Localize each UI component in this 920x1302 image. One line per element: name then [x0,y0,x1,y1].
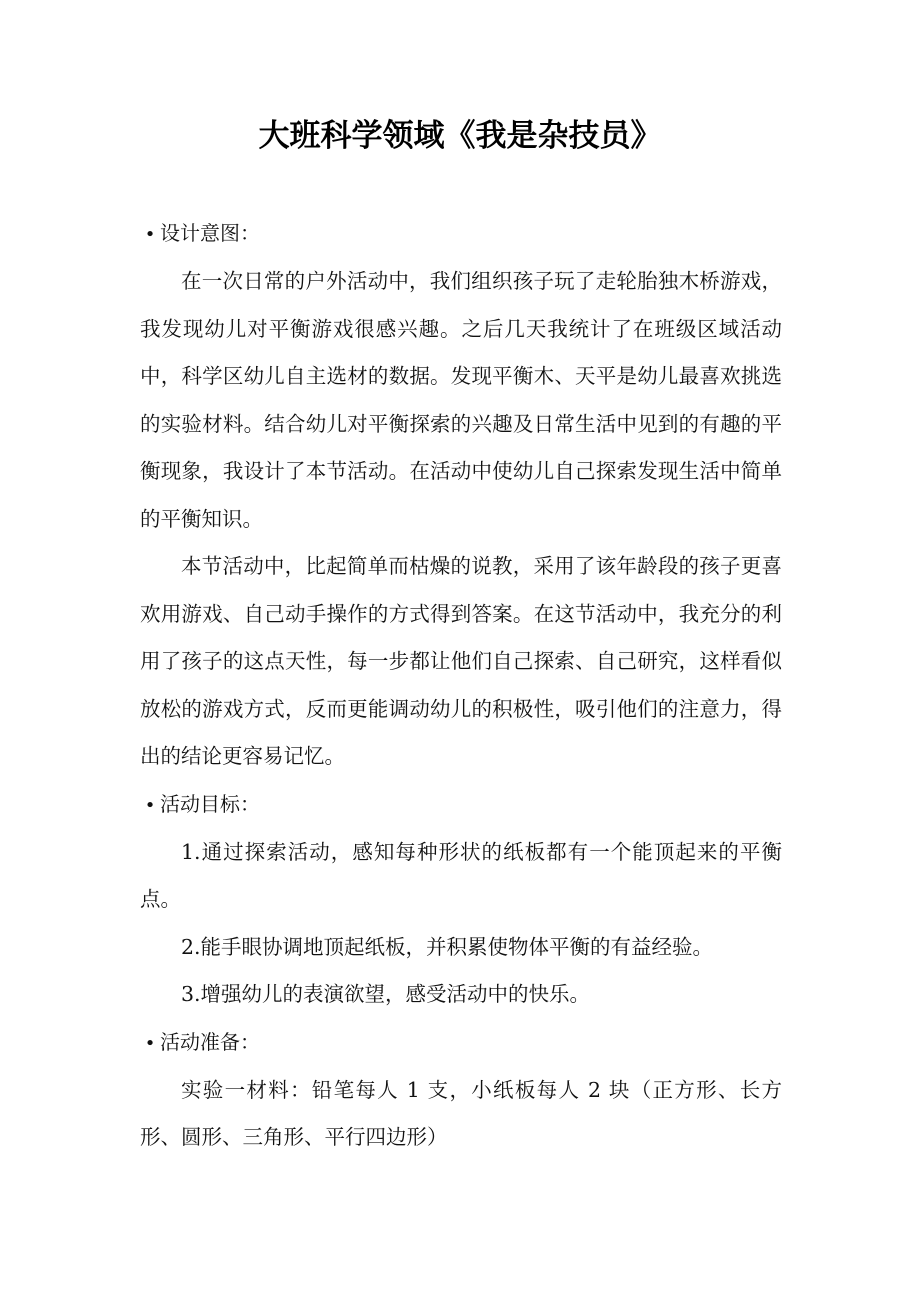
section-heading-design-intent [140,210,782,258]
list-item: 2.能手眼协调地顶起纸板，并积累使物体平衡的有益经验。 [181,934,714,959]
paragraph: 在一次日常的户外活动中，我们组织孩子玩了走轮胎独木桥游戏，我发现幼儿对平衡游戏很感兴趣。之后几天我统计了在班级区域活动中，科学区幼儿自主选材的数据。发现平衡木、天平是幼儿最喜欢挑选的实验材料。结合幼儿对平衡探索的兴趣及日常生活中见到的有趣的平衡现象，我设计了本节活动。在活动中使幼儿自己探索发现生活中简单的平衡知识。 [140,269,782,531]
paragraph: 本节活动中，比起简单而枯燥的说教，采用了该年龄段的孩子更喜欢用游戏、自己动手操作的方式得到答案。在这节活动中，我充分的利用了孩子的这点天性，每一步都让他们自己探索、自己研究，这样看似放松的游戏方式，反而更能调动幼儿的积极性，吸引他们的注意力，得出的结论更容易记忆。 [140,554,782,768]
section-heading-preparation [140,1019,782,1067]
section-heading-text: 设计意图： [160,221,260,245]
document-body [140,210,782,1162]
list-item: 1.通过探索活动，感知每种形状的纸板都有一个能顶起来的平衡点。 [140,839,782,911]
section-heading-text: 活动准备： [160,1029,260,1054]
paragraph: 实验一材料：铅笔每人 1 支，小纸板每人 2 块（正方形、长方形、圆形、三角形、平行四边形） [140,1077,782,1149]
section-heading-goals [140,781,782,829]
bullet-icon: • [144,224,156,245]
section-heading-text: 活动目标： [160,791,260,816]
document-title: 大班科学领域《我是杂技员》 [258,118,662,154]
list-item: 3.增强幼儿的表演欲望，感受活动中的快乐。 [181,982,591,1006]
bullet-icon: • [144,1032,156,1054]
bullet-icon: • [144,794,156,816]
